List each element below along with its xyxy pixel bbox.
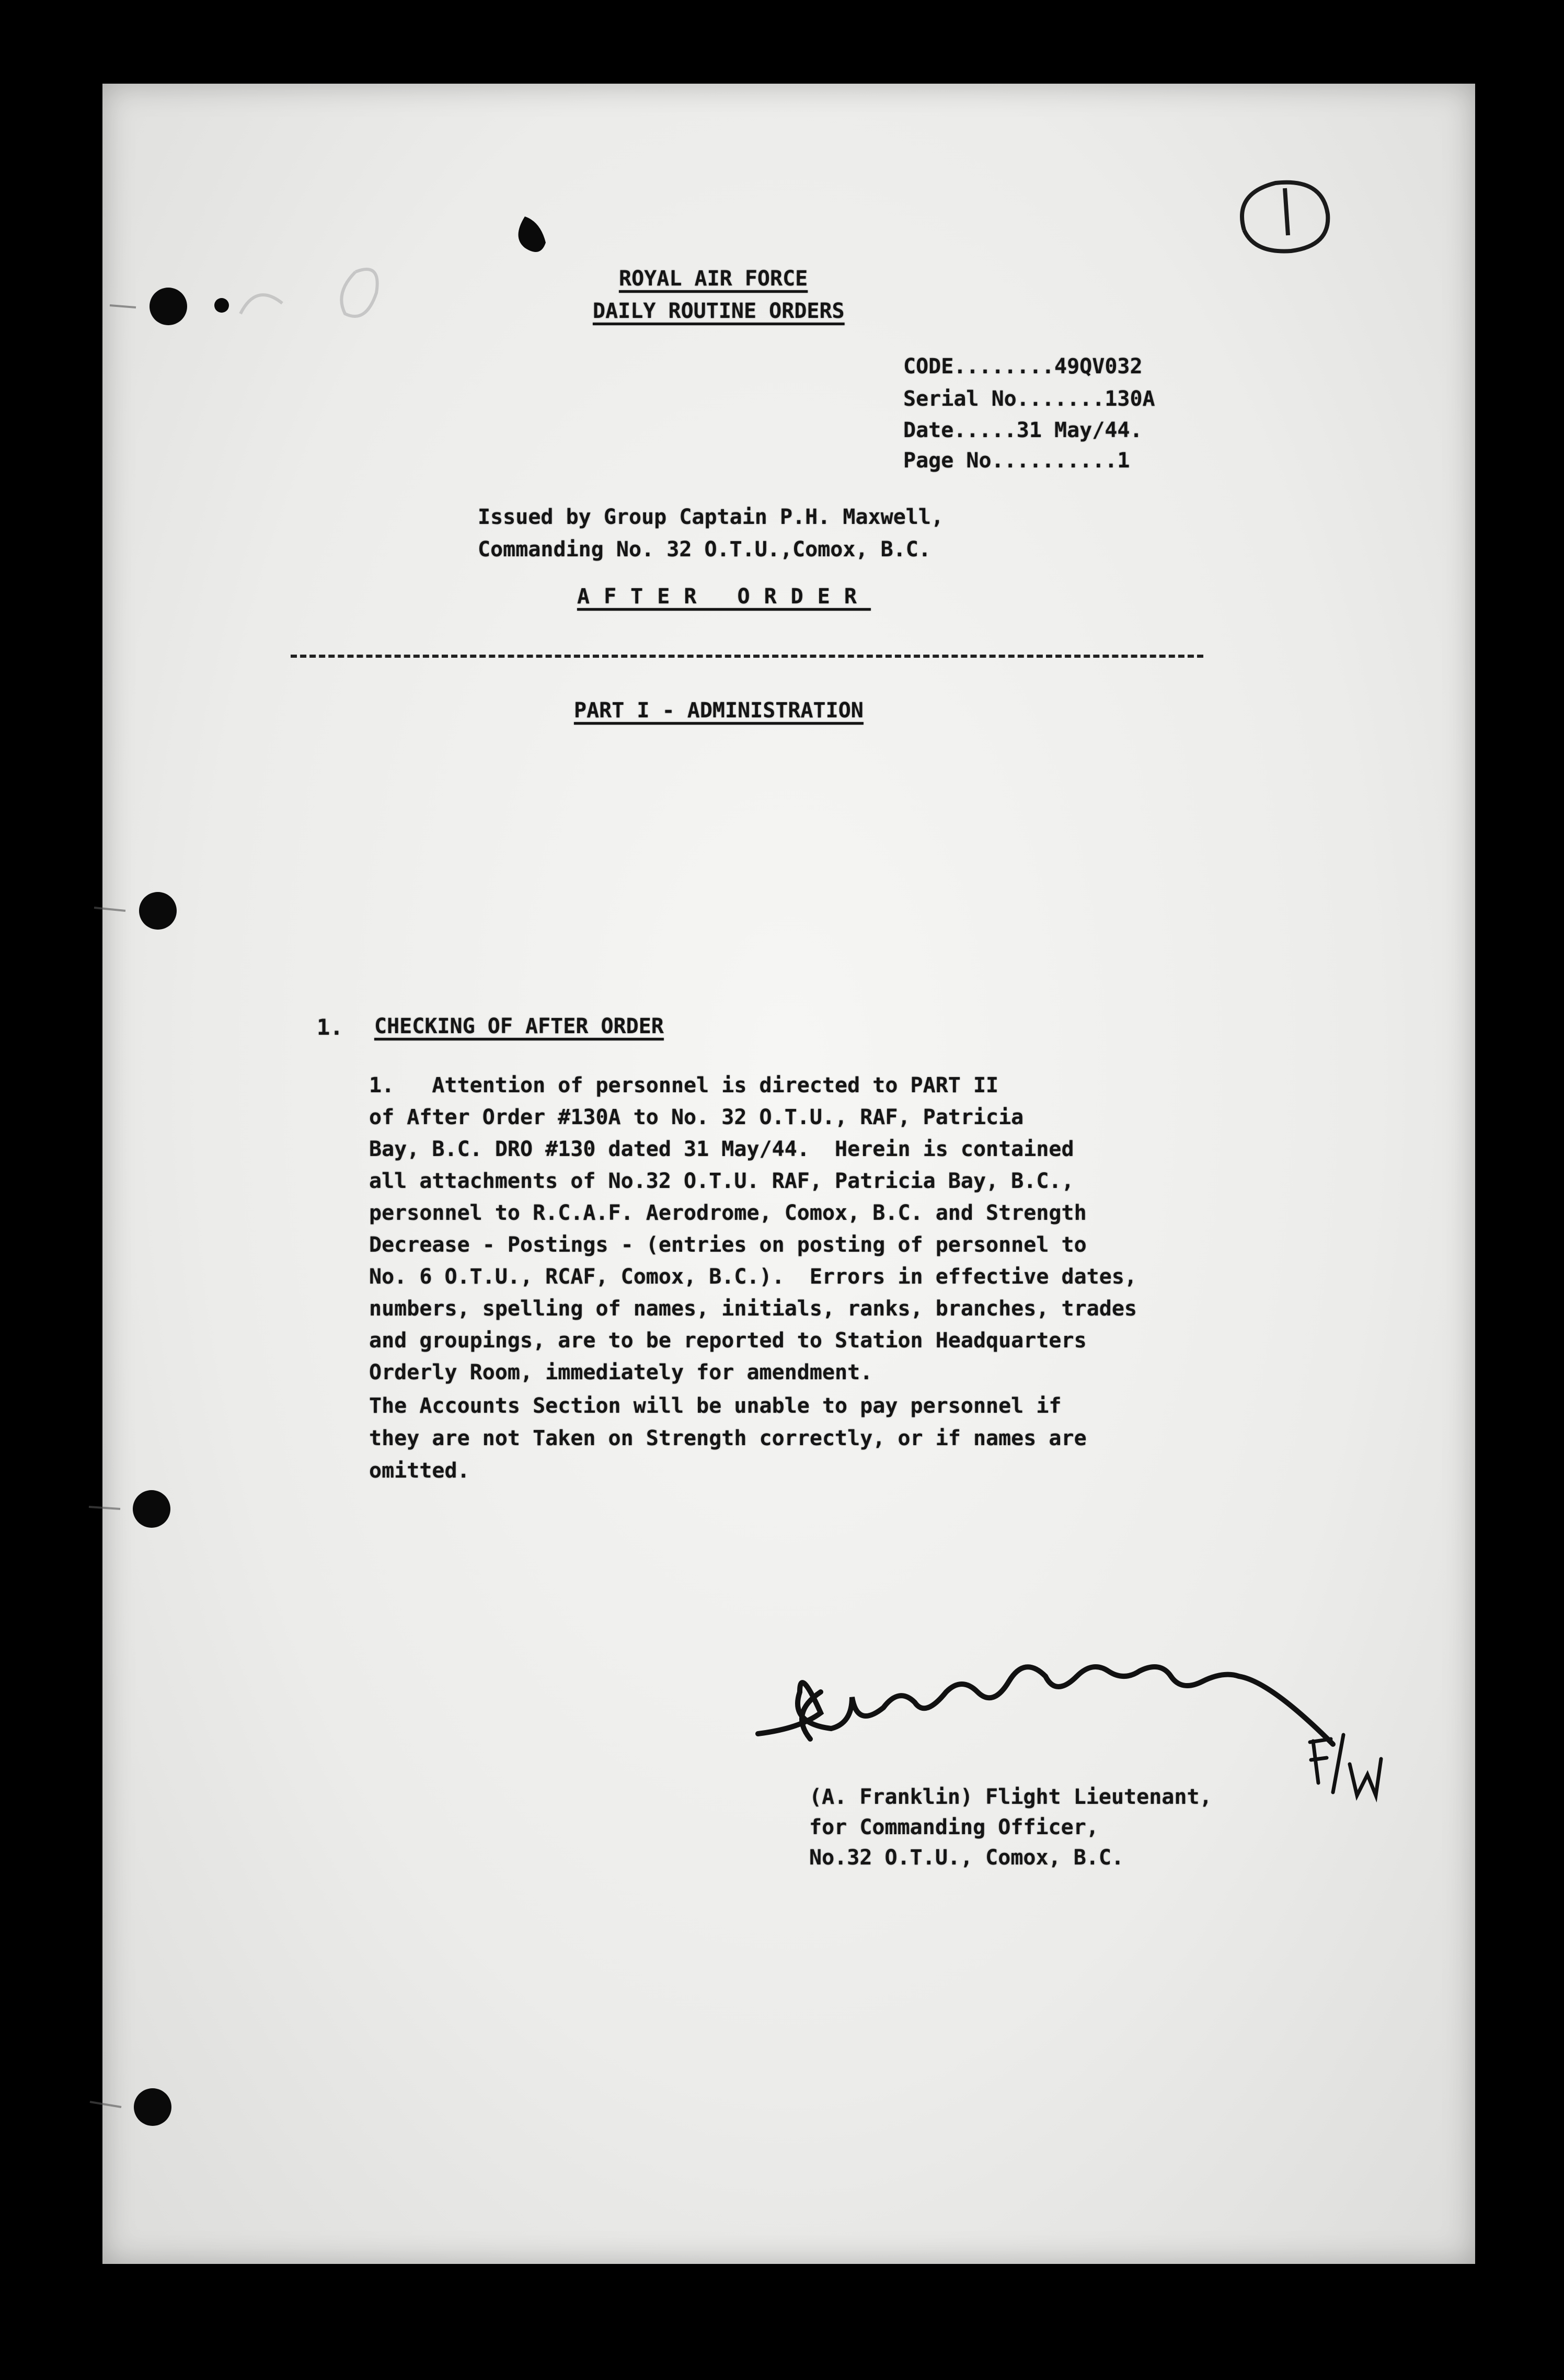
punch-hole-4 <box>134 2088 171 2126</box>
header-subtitle: DAILY ROUTINE ORDERS <box>593 299 845 323</box>
part-heading: PART I - ADMINISTRATION <box>574 699 864 723</box>
paragraph-line: 1. Attention of personnel is directed to PART II <box>369 1073 999 1097</box>
paragraph-line: they are not Taken on Strength correctly, or if names are <box>369 1426 1087 1450</box>
paragraph-line: all attachments of No.32 O.T.U. RAF, Patricia Bay, B.C., <box>369 1169 1074 1193</box>
punch-hole-2 <box>139 892 177 930</box>
paragraph-1 <box>369 1070 1320 1389</box>
paragraph-line: The Accounts Section will be unable to pay personnel if <box>369 1394 1062 1418</box>
signature-block <box>809 1782 1212 1873</box>
commanding-line: Commanding No. 32 O.T.U.,Comox, B.C. <box>478 537 931 562</box>
paragraph-line: Decrease - Postings - (entries on posting of personnel to <box>369 1233 1087 1257</box>
punch-hole-3 <box>133 1490 170 1528</box>
paragraph-line: No. 6 O.T.U., RCAF, Comox, B.C.). Errors in effective dates, <box>369 1265 1137 1289</box>
paragraph-line: and groupings, are to be reported to Station Headquarters <box>369 1329 1087 1353</box>
handwritten-signature <box>758 1667 1333 1744</box>
section-number: 1. <box>317 1014 343 1040</box>
signatory-name: (A. Franklin) Flight Lieutenant, <box>809 1785 1212 1809</box>
dashed-divider <box>291 655 1203 658</box>
section-title: CHECKING OF AFTER ORDER <box>374 1014 664 1038</box>
paragraph-line: numbers, spelling of names, initials, ranks, branches, trades <box>369 1297 1137 1321</box>
paragraph-line: personnel to R.C.A.F. Aerodrome, Comox, B.C. and Strength <box>369 1201 1087 1225</box>
code-line: CODE........49QV032 <box>903 354 1143 379</box>
order-type-heading: AFTER ORDER <box>577 585 871 609</box>
paragraph-line: Bay, B.C. DRO #130 dated 31 May/44. Herein is contained <box>369 1137 1074 1161</box>
paragraph-2 <box>369 1390 1087 1487</box>
pencil-mark <box>240 269 377 316</box>
paragraph-line: omitted. <box>369 1459 470 1483</box>
paragraph-line: of After Order #130A to No. 32 O.T.U., RAF, Patricia <box>369 1105 1024 1129</box>
punch-hole-1 <box>150 288 187 325</box>
serial-line: Serial No.......130A <box>903 387 1155 411</box>
circled-page-mark <box>1242 182 1328 251</box>
paragraph-line: Orderly Room, immediately for amendment. <box>369 1360 873 1384</box>
header-title: ROYAL AIR FORCE <box>619 267 808 291</box>
date-line: Date.....31 May/44. <box>903 418 1143 442</box>
issued-by-line: Issued by Group Captain P.H. Maxwell, <box>478 505 944 529</box>
page-line: Page No..........1 <box>903 449 1130 473</box>
initials-fw <box>1310 1735 1381 1795</box>
signatory-role: for Commanding Officer, <box>809 1815 1099 1839</box>
ink-dot <box>214 298 229 313</box>
signatory-unit: No.32 O.T.U., Comox, B.C. <box>809 1846 1124 1870</box>
ink-blot <box>519 216 546 252</box>
